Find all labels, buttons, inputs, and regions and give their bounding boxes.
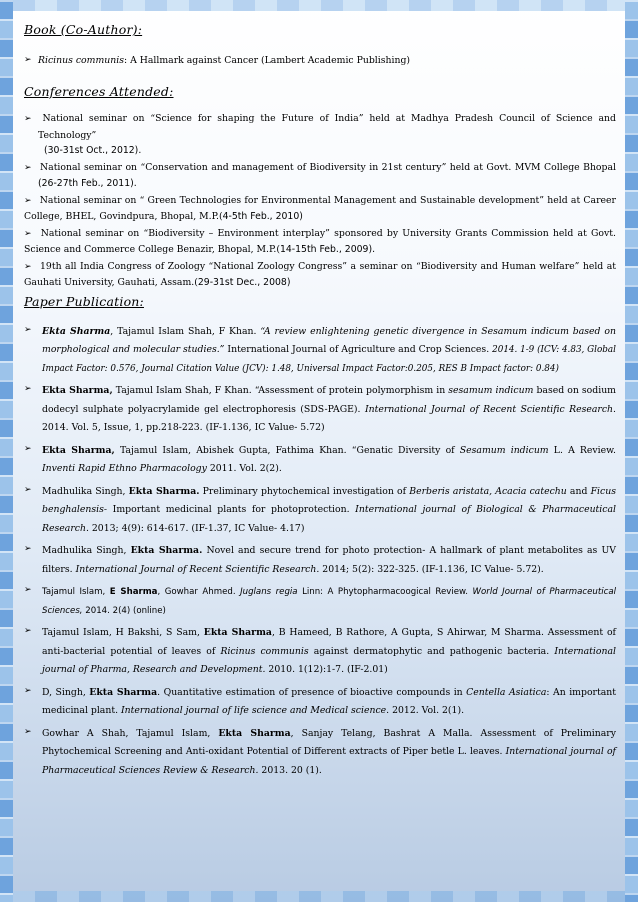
paper-item: ➢ Ekta Sharma, Tajamul Islam Shah, F Khan. “A review enlightening genetic divergence in Sesamum indicum based on morphological and molecular studies.” International Journal of Agriculture and Crop Sciences. 2014. 1-9 (ICV: 4.83, Global Impact Factor: 0.576, Journal Citation Value (JCV): 1.48, Universal Impact Factor:0.205, RES B Impact factor: 0.84) xyxy=(24,324,616,374)
paper-item: ➢ D, Singh, Ekta Sharma. Quantitative estimation of presence of bioactive compounds in Centella Asiatica: An important medicinal plant. International journal of life science and Medical science. 2012. Vol. 2(1). xyxy=(24,685,616,716)
arrowhead-bullet-icon: ➢ xyxy=(24,726,32,737)
conference-item: ➢ 19th all India Congress of Zoology “National Zoology Congress” a seminar on “Biodiversity and Human welfare” held at Gauhati University, Gauhati, Assam.(29-31st Dec., 2008) xyxy=(24,260,616,288)
arrowhead-bullet-icon: ➢ xyxy=(24,114,32,124)
decorative-bottom-border xyxy=(13,891,625,902)
arrowhead-bullet-icon: ➢ xyxy=(24,484,32,495)
book-heading: Book (Co-Author): xyxy=(24,22,143,37)
arrowhead-bullet-icon: ➢ xyxy=(24,55,32,65)
decorative-right-border xyxy=(625,0,638,902)
book-item xyxy=(24,53,616,68)
decorative-top-border xyxy=(13,0,625,11)
paper-item: ➢ Tajamul Islam, H Bakshi, S Sam, Ekta Sharma, B Hameed, B Rathore, A Gupta, S Ahirwar, M Sharma. Assessment of anti-bacterial potential of leaves of Ricinus communis against dermatophytic and pathogenic bacteria. International journal of Pharma, Research and Development. 2010. 1(12):1-7. (IF-2.01) xyxy=(24,626,616,675)
paper-item: ➢ Ekta Sharma, Tajamul Islam, Abishek Gupta, Fathima Khan. “Genatic Diversity of Sesamum indicum L. A Review. Inventi Rapid Ethno Pharmacology 2011. Vol. 2(2). xyxy=(24,443,616,474)
arrowhead-bullet-icon: ➢ xyxy=(24,626,32,636)
arrowhead-bullet-icon: ➢ xyxy=(24,195,32,206)
arrowhead-bullet-icon: ➢ xyxy=(24,443,32,454)
conference-item: ➢ National seminar on “ Green Technologies for Environmental Management and Sustainable development” held at Career College, BHEL, Govindpura, Bhopal, M.P.(4-5th Feb., 2010) xyxy=(24,194,616,222)
paper-item: ➢ Ekta Sharma, Tajamul Islam Shah, F Khan. “Assessment of protein polymorphism in sesamum indicum based on sodium dodecyl sulphate polyacrylamide gel electrophoresis (SDS-PAGE). International Journal of Recent Scientific Research. 2014. Vol. 5, Issue, 1, pp.218-223. (IF-1.136, IC Value- 5.72) xyxy=(24,384,616,433)
papers-list xyxy=(24,323,616,781)
paper-item: ➢ Tajamul Islam, E Sharma, Gowhar Ahmed. Juglans regia Linn: A Phytopharmacoogical Review. World Journal of Pharmaceutical Sciences, 2014. 2(4) (online) xyxy=(24,585,617,616)
conference-item: ➢ National seminar on “Conservation and management of Biodiversity in 21st century” held at Govt. MVM College Bhopal (26-27th Feb., 2011). xyxy=(24,161,616,189)
conferences-list xyxy=(24,111,616,291)
arrowhead-bullet-icon: ➢ xyxy=(24,384,32,394)
paper-item: ➢ Gowhar A Shah, Tajamul Islam, Ekta Sharma, Sanjay Telang, Bashrat A Malla. Assessment of Preliminary Phytochemical Screening and Anti-oxidant Potential of Different extracts of Piper betle L. leaves. International journal of Pharmaceutical Sciences Review & Research. 2013. 20 (1). xyxy=(24,726,616,776)
arrowhead-bullet-icon: ➢ xyxy=(24,544,32,554)
arrowhead-bullet-icon: ➢ xyxy=(24,685,32,696)
conferences-heading: Conferences Attended: xyxy=(24,84,174,99)
conference-item: ➢ National seminar on “Biodiversity – Environment interplay” sponsored by University Grants Commission held at Govt. Science and Commerce College Benazir, Bhopal, M.P.(14-15th Feb., 2009). xyxy=(24,227,616,255)
papers-heading: Paper Publication: xyxy=(24,293,144,309)
paper-item: ➢ Madhulika Singh, Ekta Sharma. Novel and secure trend for photo protection- A hallmark of plant metabolites as UV filters. International Journal of Recent Scientific Research. 2014; 5(2): 322-325. (IF-1.136, IC Value- 5.72). xyxy=(24,544,616,575)
arrowhead-bullet-icon: ➢ xyxy=(24,324,32,335)
arrowhead-bullet-icon: ➢ xyxy=(24,228,32,239)
decorative-left-border xyxy=(0,0,13,902)
document-content xyxy=(24,22,616,784)
arrowhead-bullet-icon: ➢ xyxy=(24,261,32,272)
book-item-text: Ricinus communis: A Hallmark against Cancer (Lambert Academic Publishing) xyxy=(38,55,411,66)
arrowhead-bullet-icon: ➢ xyxy=(24,585,32,595)
arrowhead-bullet-icon: ➢ xyxy=(24,162,32,173)
conference-item: ➢ National seminar on “Science for shaping the Future of India” held at Madhya Pradesh Council of Science and Technology” (30-31st Oct., 2012). xyxy=(24,113,617,156)
paper-item: ➢ Madhulika Singh, Ekta Sharma. Preliminary phytochemical investigation of Berberis aristata, Acacia catechu and Ficus benghalensis- Important medicinal plants for photoprotection. International journal of Biological & Pharmaceutical Research. 2013; 4(9): 614-617. (IF-1.37, IC Value- 4.17) xyxy=(24,484,616,534)
